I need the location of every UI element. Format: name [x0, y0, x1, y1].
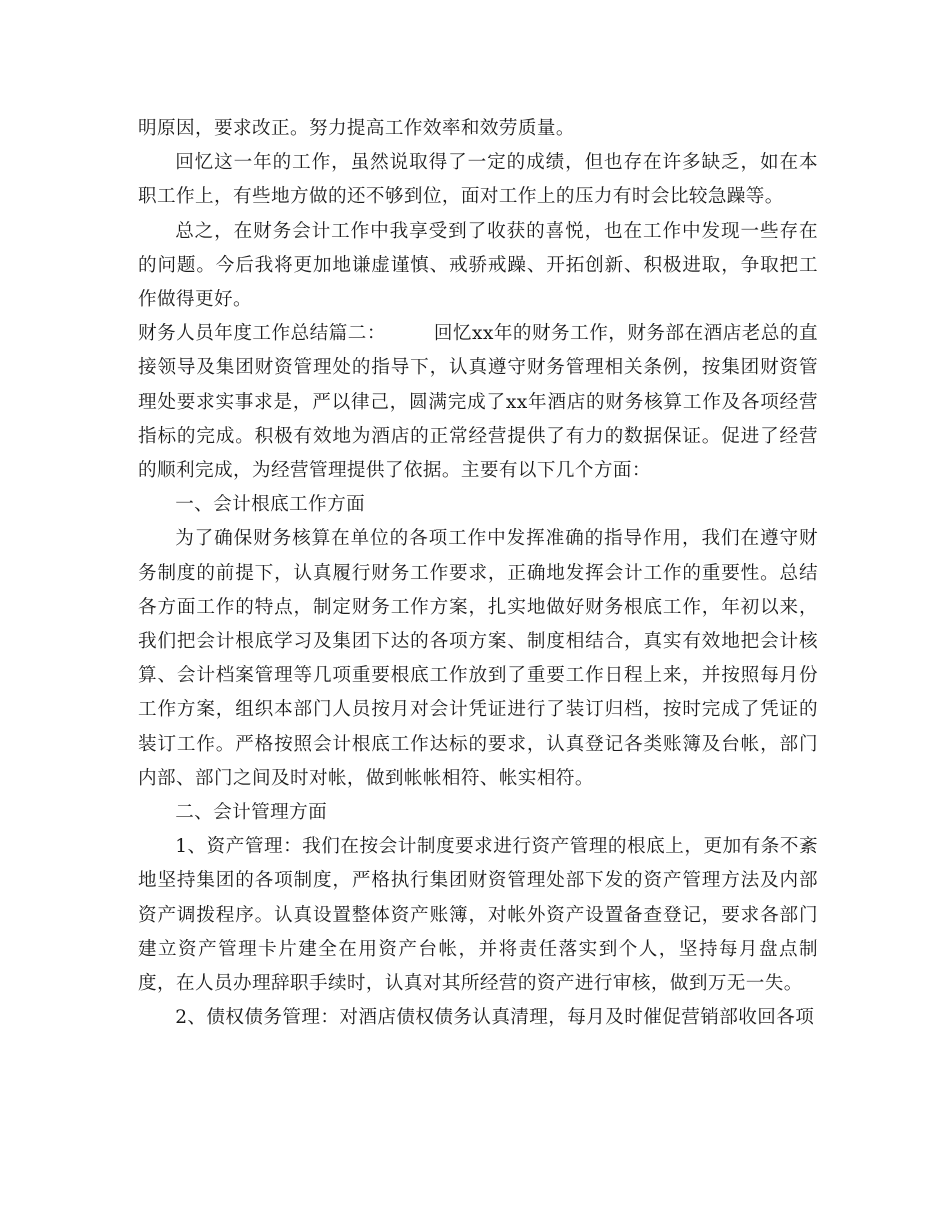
paragraph: 财务人员年度工作总结篇二： 回忆xx年的财务工作，财务部在酒店老总的直接领导及集团财资管理处的指导下，认真遵守财务管理相关条例，按集团财资管理处要求实事求是，严以律己，圆满完成了xx年酒店的财务核算工作及各项经营指标的完成。积极有效地为酒店的正常经营提供了有力的数据保证。促进了经营的顺利完成，为经营管理提供了依据。主要有以下几个方面： — [138, 323, 818, 482]
paragraph: 回忆这一年的工作，虽然说取得了一定的成绩，但也存在许多缺乏，如在本职工作上，有些地方做的还不够到位，面对工作上的压力有时会比较急躁等。 — [138, 152, 818, 208]
paragraph: 为了确保财务核算在单位的各项工作中发挥准确的指导作用，我们在遵守财务制度的前提下，认真履行财务工作要求，正确地发挥会计工作的重要性。总结各方面工作的特点，制定财务工作方案，扎实地做好财务根底工作，年初以来，我们把会计根底学习及集团下达的各项方案、制度相结合，真实有效地把会计核算、会计档案管理等几项重要根底工作放到了重要工作日程上来，并按照每月份工作方案，组织本部门人员按月对会计凭证进行了装订归档，按时完成了凭证的装订工作。严格按照会计根底工作达标的要求，认真登记各类账簿及台帐，部门内部、部门之间及时对帐，做到帐帐相符、帐实相符。 — [138, 528, 818, 789]
paragraph: 1、资产管理：我们在按会计制度要求进行资产管理的根底上，更加有条不紊地坚持集团的各项制度，严格执行集团财资管理处部下发的资产管理方法及内部资产调拨程序。认真设置整体资产账簿，对帐外资产设置备查登记，要求各部门建立资产管理卡片建全在用资产台帐，并将责任落实到个人，坚持每月盘点制度，在人员办理辞职手续时，认真对其所经营的资产进行审核，做到万无一失。 — [138, 836, 818, 995]
paragraph: 总之，在财务会计工作中我享受到了收获的喜悦，也在工作中发现一些存在的问题。今后我将更加地谦虚谨慎、戒骄戒躁、开拓创新、积极进取，争取把工作做得更好。 — [138, 220, 818, 311]
paragraph: 2、债权债务管理：对酒店债权债务认真清理，每月及时催促营销部收回各项 — [175, 1007, 815, 1029]
paragraph: 明原因，要求改正。努力提高工作效率和效劳质量。 — [138, 118, 575, 139]
section-heading: 二、会计管理方面 — [175, 802, 328, 824]
section-heading: 一、会计根底工作方面 — [175, 494, 366, 516]
document-body — [138, 112, 818, 1035]
